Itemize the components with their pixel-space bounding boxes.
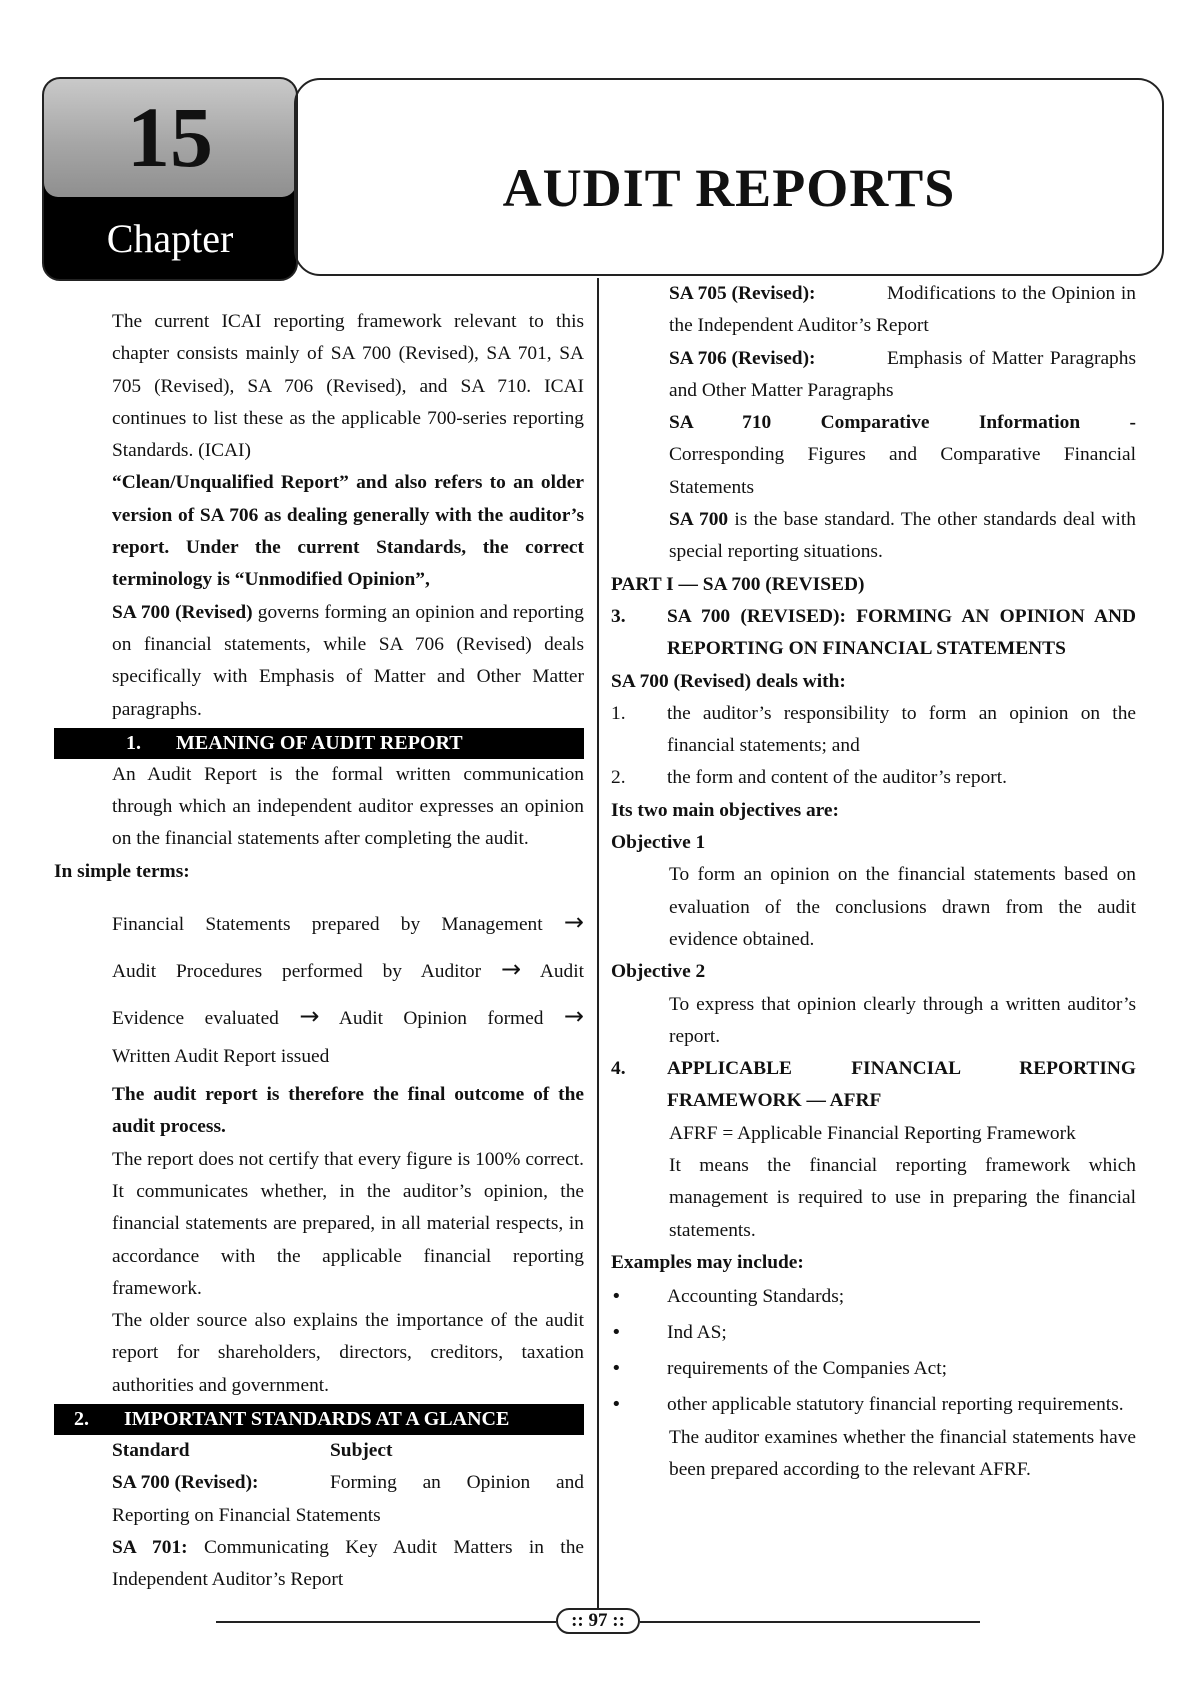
flow-line: Written Audit Report issued (112, 1046, 330, 1068)
right-column (611, 278, 1136, 1486)
section-heading-afrf (611, 1053, 1136, 1118)
meaning-paragraph: An Audit Report is the formal written communication through which an independent auditor expresses an opinion on the financial statements after completing the audit. (112, 763, 584, 850)
chapter-badge (42, 77, 298, 281)
list-item: • requirements of the Companies Act; (611, 1351, 1136, 1387)
right-arrow-icon: → (500, 955, 522, 984)
bullet-icon: • (611, 1358, 622, 1380)
section-heading-sa700 (611, 601, 1136, 666)
objective-1-label: Objective 1 (611, 832, 706, 854)
footer-rule-right (640, 1621, 980, 1623)
deals-with-label: SA 700 (Revised) deals with: (611, 670, 846, 692)
older-source-paragraph: The older source also explains the importance of the audit report for shareholders, directors, creditors, taxation authorities and government. (112, 1310, 584, 1396)
afrf-meaning: It means the financial reporting framework which management is required to use in preparing the financial statements. (669, 1155, 1136, 1241)
footer-rule-left (216, 1621, 556, 1623)
section-number: 1. (126, 731, 141, 754)
right-arrow-icon: → (563, 1002, 584, 1031)
flow-line: Audit Procedures performed by Auditor → Audit (112, 955, 584, 984)
chapter-label: Chapter (106, 216, 234, 261)
bullet-icon: • (611, 1394, 622, 1416)
bullet-icon: • (611, 1286, 622, 1308)
standard-sa705: SA 705 (Revised): Modifications to the Opinion in the Independent Auditor’s Report (669, 283, 1136, 337)
intro-paragraph: The current ICAI reporting framework relevant to this chapter consists mainly of SA 700 (Revised), SA 701, SA 705 (Revised), SA 706 (Revised), and SA 710. ICAI continues to list these as the applicable 700-series reporting Standards. (ICAI) (112, 311, 584, 462)
certify-paragraph: The report does not certify that every figure is 100% correct. It communicates whether, in the auditor’s opinion, the financial statements are prepared, in all material respects, in accordance with the applicable financial reporting framework. (112, 1148, 584, 1299)
section-number: 3. (611, 605, 626, 627)
list-item: • other applicable statutory financial reporting requirements. (611, 1389, 1136, 1421)
right-arrow-icon: → (299, 1002, 320, 1031)
objective-2-text: To express that opinion clearly through a written auditor’s report. (669, 993, 1136, 1047)
intro-tail-standard: SA 700 (Revised) (112, 601, 253, 623)
column-divider (597, 278, 599, 1615)
standard-sa700: SA 700 (Revised): Forming an Opinion and Reporting on Financial Statements (112, 1472, 584, 1526)
part-heading: PART I — SA 700 (REVISED) (611, 573, 865, 595)
page-title: AUDIT REPORTS (502, 158, 956, 218)
right-arrow-icon: → (563, 908, 584, 937)
final-outcome-paragraph: The audit report is therefore the final outcome of the audit process. (112, 1084, 584, 1138)
audit-flow (54, 900, 584, 1073)
list-item: • Ind AS; (611, 1315, 1136, 1351)
flow-line: Evidence evaluated → Audit Opinion formed → (112, 1002, 584, 1031)
standard-column-header: Standard (112, 1440, 190, 1462)
simple-terms-label: In simple terms: (54, 860, 190, 882)
page-number: :: 97 :: (556, 1608, 640, 1634)
intro-tail-paragraph (54, 597, 584, 726)
list-item: 2. the form and content of the auditor’s report. (611, 767, 1007, 789)
objective-2-label: Objective 2 (611, 961, 706, 983)
section-number: 2. (74, 1408, 89, 1431)
standard-sa710: SA 710 Comparative Information - Corresponding Figures and Comparative Financial Statements (669, 412, 1136, 498)
objective-1-text: To form an opinion on the financial statements based on evaluation of the conclusions drawn from the audit evidence obtained. (669, 864, 1136, 950)
intro-tail-text: governs forming an opinion and reporting on financial statements, while SA 706 (Revised) deals specifically with Emphasis of Matter and Other Matter paragraphs. (112, 601, 584, 720)
closing-paragraph: The auditor examines whether the financial statements have been prepared according to the relevant AFRF. (669, 1426, 1136, 1480)
section-number: 4. (611, 1058, 626, 1080)
list-item: • Accounting Standards; (611, 1279, 1136, 1315)
section-title: MEANING OF AUDIT REPORT (176, 731, 463, 754)
title-box (294, 78, 1164, 276)
standard-sa701: SA 701: Communicating Key Audit Matters in the Independent Auditor’s Report (112, 1536, 584, 1591)
left-column (54, 306, 584, 1597)
intro-bold-paragraph: “Clean/Unqualified Report” and also refers to an older version of SA 706 as dealing generally with the auditor’s report. Under the current Standards, the correct terminology is “Unmodified Opinion”, (112, 472, 584, 591)
objectives-heading: Its two main objectives are: (611, 799, 839, 821)
flow-line: Financial Statements prepared by Management → (112, 908, 584, 937)
chapter-number: 15 (44, 79, 296, 197)
base-standard-paragraph: SA 700 is the base standard. The other standards deal with special reporting situations. (669, 509, 1137, 563)
section-heading-standards (54, 1404, 584, 1435)
subject-column-header: Subject (330, 1440, 393, 1462)
standard-sa706: SA 706 (Revised): Emphasis of Matter Paragraphs and Other Matter Paragraphs (669, 347, 1136, 401)
bullet-icon: • (611, 1322, 622, 1344)
section-title: SA 700 (REVISED): FORMING AN OPINION AND REPORTING ON FINANCIAL STATEMENTS (667, 605, 1136, 660)
list-item: 1. the auditor’s responsibility to form an opinion on the financial statements; and (611, 702, 1136, 757)
section-title: APPLICABLE FINANCIAL REPORTING FRAMEWORK — AFRF (667, 1058, 1136, 1112)
section-heading-meaning (54, 728, 584, 759)
section-title: IMPORTANT STANDARDS AT A GLANCE (124, 1408, 510, 1431)
examples-heading: Examples may include: (611, 1251, 804, 1273)
afrf-definition: AFRF = Applicable Financial Reporting Framework (669, 1122, 1076, 1144)
standards-table-header (54, 1435, 584, 1467)
